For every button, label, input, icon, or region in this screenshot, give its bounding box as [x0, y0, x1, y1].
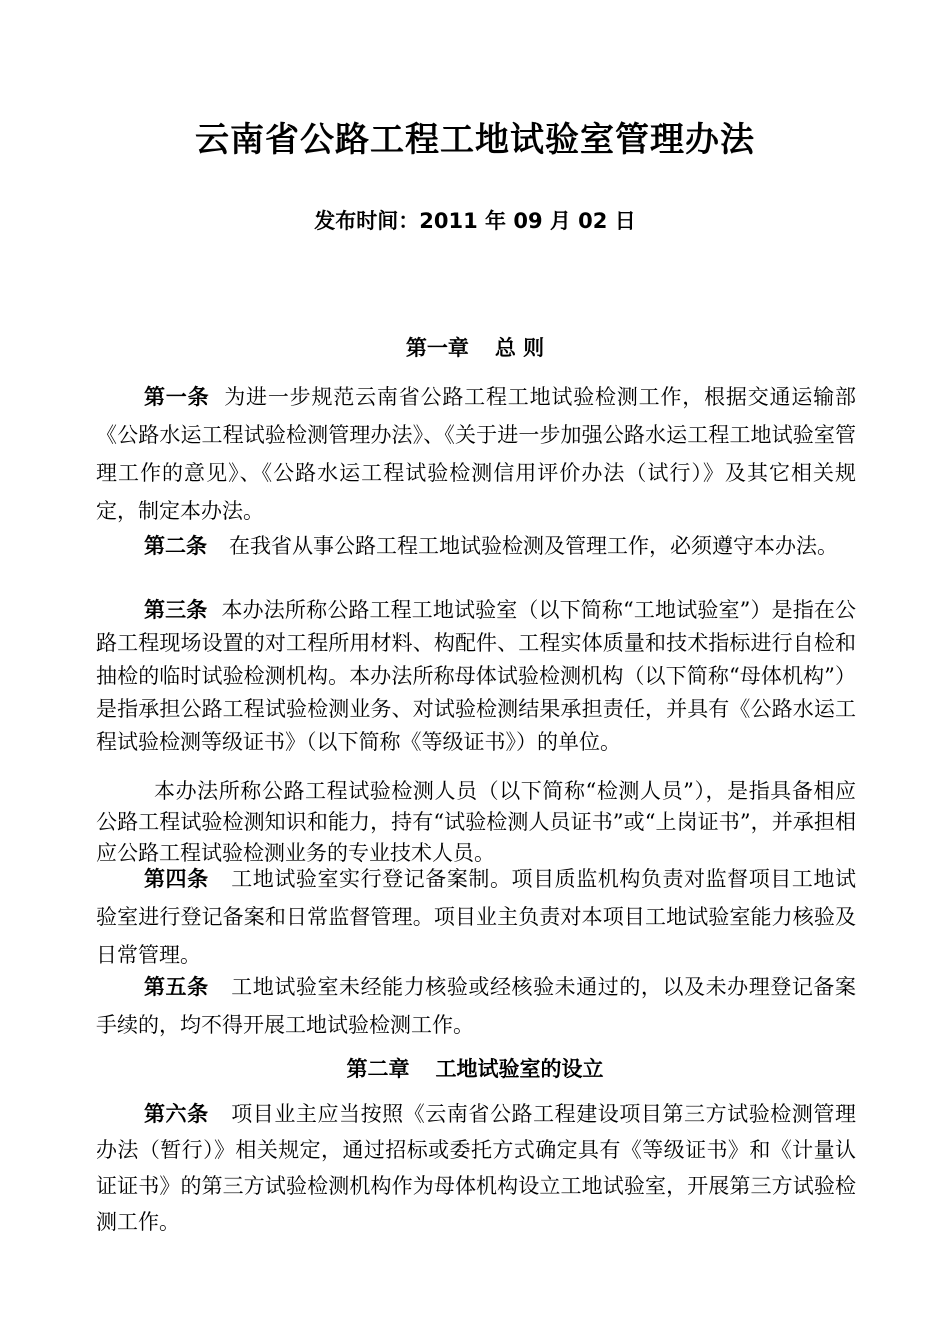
article-label: 第五条 [144, 975, 209, 999]
article-paragraph [96, 378, 856, 530]
article-paragraph [96, 594, 856, 759]
article-text: 本办法所称公路工程试验检测人员（以下简称“检测人员”），是指具备相应公路工程试验检测知识和能力，持有“试验检测人员证书”或“上岗证书”，并承担相应公路工程试验检测业务的专业技术人员。 [96, 779, 856, 865]
article-paragraph [96, 776, 856, 869]
chapter-name: 总 则 [494, 336, 545, 360]
article-text: 项目业主应当按照《云南省公路工程建设项目第三方试验检测管理办法（暂行）》相关规定，通过招标或委托方式确定具有《等级证书》和《计量认证证书》的第三方试验检测机构作为母体机构设立工地试验室，开展第三方试验检测工作。 [96, 1102, 856, 1234]
article-text: 在我省从事公路工程工地试验检测及管理工作，必须遵守本办法。 [229, 534, 838, 558]
article-paragraph [96, 1096, 856, 1240]
chapter-heading [0, 1053, 950, 1083]
article-text: 工地试验室未经能力核验或经核验未通过的，以及未办理登记备案手续的，均不得开展工地试验检测工作。 [96, 975, 856, 1037]
article-label: 第一条 [144, 385, 210, 409]
document-title: 云南省公路工程工地试验室管理办法 [195, 120, 755, 160]
article-label: 第二条 [144, 534, 207, 558]
article-paragraph [96, 968, 856, 1044]
chapter-label: 第一章 [405, 336, 469, 360]
article-label: 第六条 [144, 1102, 209, 1126]
article-text: 本办法所称公路工程工地试验室（以下简称“工地试验室”）是指在公路工程现场设置的对工程所用材料、构配件、工程实体质量和技术指标进行自检和抽检的临时试验检测机构。本办法所称母体试验检测机构（以下简称“母体机构”）是指承担公路工程试验检测业务、对试验检测结果承担责任，并具有《公路水运工程试验检测等级证书》（以下简称《等级证书》）的单位。 [96, 598, 856, 754]
chapter-name: 工地试验室的设立 [435, 1057, 604, 1081]
article-text: 工地试验室实行登记备案制。项目质监机构负责对监督项目工地试验室进行登记备案和日常监督管理。项目业主负责对本项目工地试验室能力核验及日常管理。 [96, 867, 856, 967]
article-paragraph [96, 530, 856, 562]
article-paragraph [96, 860, 856, 974]
chapter-heading [0, 332, 950, 362]
article-label: 第三条 [144, 598, 208, 622]
chapter-label: 第二章 [346, 1057, 410, 1081]
article-label: 第四条 [144, 867, 209, 891]
article-text: 为进一步规范云南省公路工程工地试验检测工作，根据交通运输部《公路水运工程试验检测管理办法》、《关于进一步加强公路水运工程工地试验室管理工作的意见》、《公路水运工程试验检测信用评价办法（试行）》及其它相关规定，制定本办法。 [96, 385, 856, 523]
publish-date: 发布时间：2011 年 09 月 02 日 [314, 209, 636, 233]
